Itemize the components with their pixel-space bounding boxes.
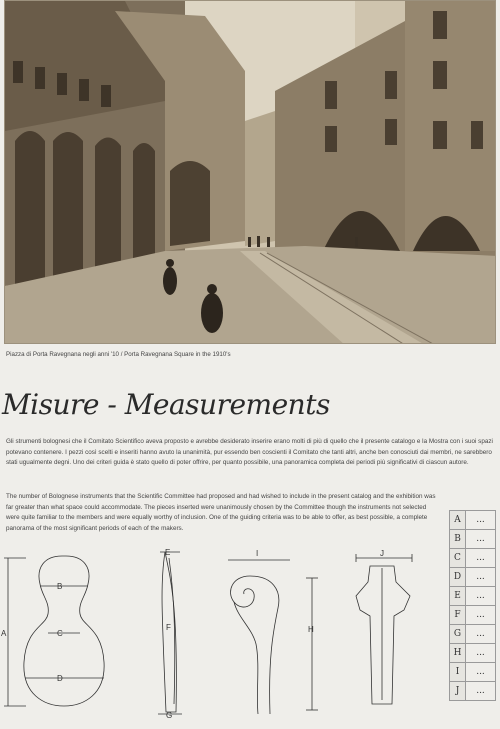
row-value: ... xyxy=(466,682,496,701)
row-letter: F xyxy=(450,606,466,625)
label-E: E xyxy=(165,548,171,557)
label-G: G xyxy=(166,711,173,720)
table-row xyxy=(450,606,496,625)
table-row xyxy=(450,549,496,568)
row-letter: G xyxy=(450,625,466,644)
label-J: J xyxy=(380,549,384,558)
row-value: ... xyxy=(466,511,496,530)
scroll-side-view xyxy=(228,549,318,714)
table-row xyxy=(450,625,496,644)
paragraph-italian: Gli strumenti bolognesi che il Comitato Scientifico aveva proposto e avrebbe desiderato inserire erano molti di più di quello che il presente catalogo e la Mostra con i suoi spazi potevano contenere. I pezzi così scelti e inseriti hanno avuto la unanimità, pur essendo ben coscienti il Comitato che tanti altri, anche ben conosciuti dai membri, ne sarebbero stati ugualmente degni. Uno dei criteri guida è stato quello di poter offrire, per quanto possibile, una panoramica completa dei periodi più significativi di ciascun autore. xyxy=(6,438,493,466)
row-value: ... xyxy=(466,549,496,568)
scroll-front-view xyxy=(356,549,412,704)
row-value: ... xyxy=(466,587,496,606)
row-value: ... xyxy=(466,644,496,663)
label-F: F xyxy=(166,623,171,632)
label-D: D xyxy=(57,674,63,683)
historic-photo xyxy=(4,0,496,344)
row-value: ... xyxy=(466,530,496,549)
row-value: ... xyxy=(466,606,496,625)
label-C: C xyxy=(57,629,63,638)
table-row xyxy=(450,663,496,682)
label-B: B xyxy=(57,582,63,591)
row-letter: B xyxy=(450,530,466,549)
row-letter: A xyxy=(450,511,466,530)
row-letter: C xyxy=(450,549,466,568)
row-letter: D xyxy=(450,568,466,587)
label-H: H xyxy=(308,625,314,634)
photo-caption: Piazza di Porta Ravegnana negli anni '10 / Porta Ravegnana Square in the 1910's xyxy=(6,351,231,358)
row-letter: H xyxy=(450,644,466,663)
measurement-diagrams xyxy=(0,544,440,724)
row-letter: J xyxy=(450,682,466,701)
photo-scene xyxy=(5,1,496,344)
table-row xyxy=(450,587,496,606)
row-value: ... xyxy=(466,625,496,644)
row-value: ... xyxy=(466,663,496,682)
table-row xyxy=(450,530,496,549)
measurements-table xyxy=(449,510,496,701)
paragraph-english: The number of Bolognese instruments that the Scientific Committee had proposed and had wished to include in the present catalog and the exhibition was far greater than what space could accommodate. The pieces inserted were unanimously chosen by the Committee though the instruments not selected were quite familiar to the members and were equally worthy of inclusion. One of the guiding criteria was to be able to offer, as best possible, a complete panorama of the most significant periods of each of the makers. xyxy=(6,493,436,532)
violin-side-profile xyxy=(158,548,182,720)
label-A: A xyxy=(1,629,7,638)
table-row xyxy=(450,568,496,587)
section-title: Misure - Measurements xyxy=(2,388,330,421)
row-value: ... xyxy=(466,568,496,587)
table-row xyxy=(450,682,496,701)
violin-body-outline xyxy=(1,556,104,706)
row-letter: I xyxy=(450,663,466,682)
row-letter: E xyxy=(450,587,466,606)
table-row xyxy=(450,644,496,663)
label-I: I xyxy=(256,549,259,558)
table-row xyxy=(450,511,496,530)
